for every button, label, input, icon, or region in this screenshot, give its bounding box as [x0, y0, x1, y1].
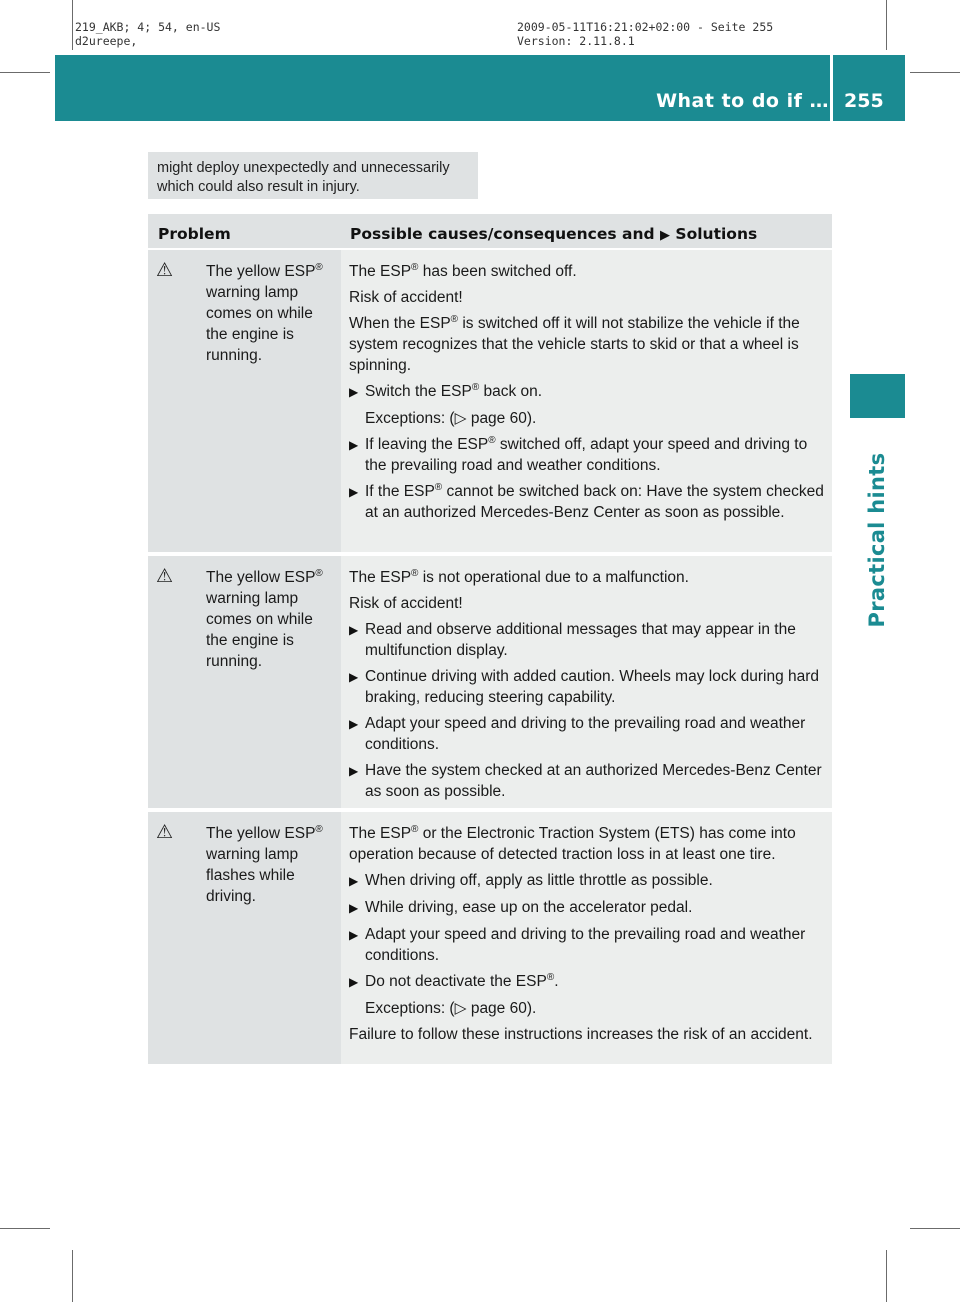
problem-cell [148, 250, 341, 552]
solution-step [349, 434, 828, 476]
print-meta-line: 2009-05-11T16:21:02+02:00 - Seite 255 [517, 20, 774, 34]
step-text: Switch the ESP® back on. [365, 381, 543, 400]
print-meta-line: 219_AKB; 4; 54, en-US [75, 20, 221, 34]
crop-mark [886, 1250, 887, 1302]
step-text: Adapt your speed and driving to the prevailing road and weather conditions. [365, 926, 806, 964]
cause-text: The ESP® has been switched off. [349, 261, 577, 280]
step-arrow-icon: ▶ [349, 764, 359, 778]
print-meta-right [517, 20, 773, 48]
step-arrow-icon: ▶ [349, 901, 359, 915]
solution-step [349, 971, 828, 993]
step-arrow-icon: ▶ [349, 975, 359, 989]
step-text: While driving, ease up on the accelerator pedal. [365, 899, 693, 916]
step-text: Do not deactivate the ESP®. [365, 971, 559, 990]
print-meta-line: d2ureepe, [75, 34, 138, 48]
step-text: If the ESP® cannot be switched back on: Have the system checked at an authorized Mercedes-Benz Center as soon as possible. [365, 481, 824, 521]
step-text: Have the system checked at an authorized Mercedes-Benz Center as soon as possible. [365, 762, 822, 800]
solution-step [349, 713, 828, 755]
problem-cell [148, 812, 341, 1064]
step-text: If leaving the ESP® switched off, adapt your speed and driving to the prevailing road and weather conditions. [365, 434, 808, 474]
crop-mark [0, 1228, 50, 1229]
step-arrow-icon: ▶ [349, 385, 359, 399]
column-header-problem: Problem [158, 225, 231, 243]
cause-text: The ESP® is not operational due to a malfunction. [349, 567, 689, 586]
solution-step [349, 381, 828, 403]
crop-mark [910, 1228, 960, 1229]
print-meta-left [75, 20, 220, 48]
step-text: Read and observe additional messages that may appear in the multifunction display. [365, 621, 796, 659]
solution-step [349, 897, 828, 919]
step-arrow-icon: ▶ [349, 485, 359, 499]
step-arrow-icon: ▶ [349, 717, 359, 731]
warning-line: might deploy unexpectedly and unnecessarily [157, 160, 450, 176]
table-row [148, 812, 832, 1064]
cause-text: The ESP® or the Electronic Traction System (ETS) has come into operation because of detected traction loss in at least one tire. [349, 823, 796, 863]
problem-text: The yellow ESP® warning lamp comes on while the engine is running. [206, 567, 323, 670]
column-header-solutions [341, 214, 832, 248]
page-reference: Exceptions: (▷ page 60). [365, 410, 537, 427]
closing-warning-text: Failure to follow these instructions increases the risk of an accident. [349, 1026, 813, 1043]
crop-mark [910, 72, 960, 73]
table-row [148, 556, 832, 808]
crop-mark [886, 0, 887, 50]
step-arrow-icon: ▶ [349, 928, 359, 942]
arrow-icon: ▶ [660, 228, 671, 243]
warning-triangle-icon: ⚠ [156, 822, 174, 843]
problem-text: The yellow ESP® warning lamp flashes while driving. [206, 823, 323, 905]
warning-continuation [148, 152, 478, 199]
crop-mark [72, 1250, 73, 1302]
solution-step [349, 666, 828, 708]
solution-step [349, 924, 828, 966]
section-title: What to do if … [656, 90, 829, 112]
header-text: Possible causes/consequences and [350, 225, 655, 243]
solution-cell [341, 556, 832, 808]
page-number: 255 [844, 90, 884, 112]
problem-cell [148, 556, 341, 808]
warning-line: which could also result in injury. [157, 179, 360, 195]
step-text: When driving off, apply as little throttle as possible. [365, 872, 713, 889]
explanation-text: When the ESP® is switched off it will not stabilize the vehicle if the system recognizes that the vehicle starts to skid or that a wheel is spinning. [349, 313, 800, 374]
solution-cell [341, 812, 832, 1064]
warning-triangle-icon: ⚠ [156, 566, 174, 587]
solution-step [349, 870, 828, 892]
table-header [148, 214, 832, 248]
step-text: Adapt your speed and driving to the prevailing road and weather conditions. [365, 715, 806, 753]
step-arrow-icon: ▶ [349, 670, 359, 684]
header-text: Solutions [675, 225, 758, 243]
side-tab-marker [850, 374, 905, 418]
warning-triangle-icon: ⚠ [156, 260, 174, 281]
header-separator [830, 55, 833, 121]
solution-step [349, 760, 828, 802]
step-arrow-icon: ▶ [349, 623, 359, 637]
table-row [148, 250, 832, 552]
problem-text: The yellow ESP® warning lamp comes on while the engine is running. [206, 261, 323, 364]
solution-step [349, 481, 828, 523]
step-text: Continue driving with added caution. Wheels may lock during hard braking, reducing steering capability. [365, 668, 820, 706]
print-meta-line: Version: 2.11.8.1 [517, 34, 635, 48]
step-arrow-icon: ▶ [349, 874, 359, 888]
risk-text: Risk of accident! [349, 289, 463, 306]
crop-mark [0, 72, 50, 73]
crop-mark [72, 0, 73, 50]
chapter-label: Practical hints [865, 452, 889, 628]
risk-text: Risk of accident! [349, 595, 463, 612]
page-reference: Exceptions: (▷ page 60). [365, 1000, 537, 1017]
solution-cell [341, 250, 832, 552]
solution-step [349, 619, 828, 661]
step-arrow-icon: ▶ [349, 438, 359, 452]
